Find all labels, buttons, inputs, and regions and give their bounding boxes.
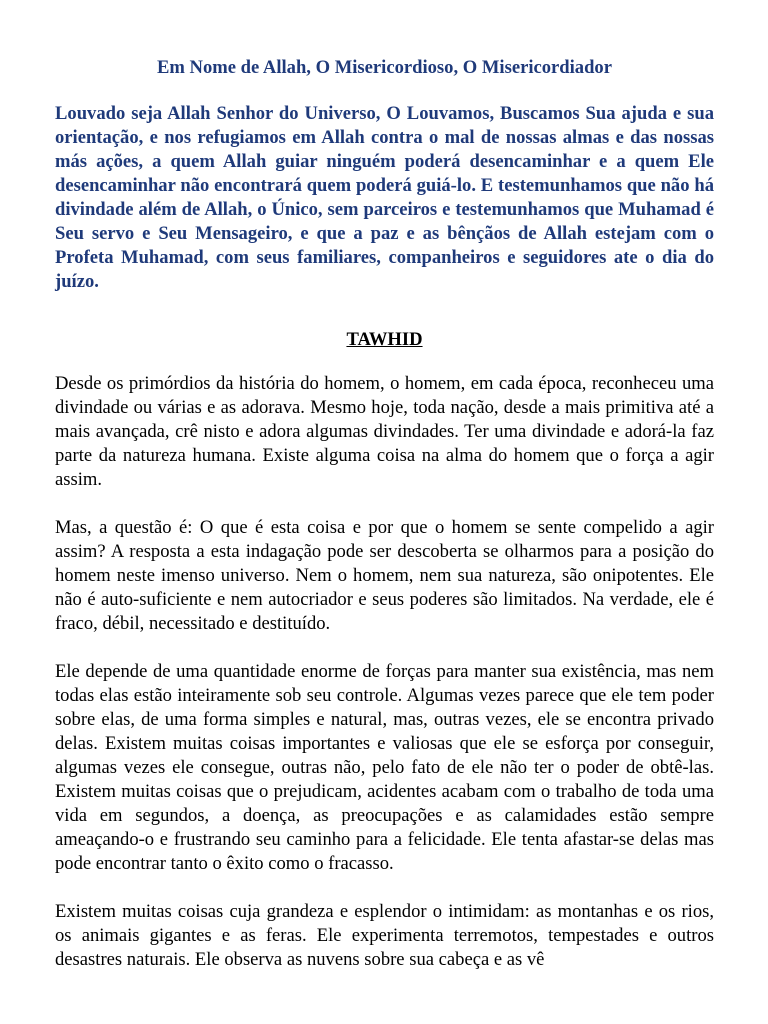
document-heading: Em Nome de Allah, O Misericordioso, O Misericordiador bbox=[157, 57, 612, 78]
body-paragraph: Ele depende de uma quantidade enorme de forças para manter sua existência, mas nem todas elas estão inteiramente sob seu controle. Algumas vezes parece que ele tem poder sobre elas, de uma forma simples e natural, mas, outras vezes, ele se encontra privado delas. Existem muitas coisas importantes e valiosas que ele se esforça por conseguir, algumas vezes ele consegue, outras não, pelo fato de ele não ter o poder de obtê-las. Existem muitas coisas que o prejudicam, acidentes acabam com o trabalho de toda uma vida em segundos, a doença, as preocupações e as calamidades estão sempre ameaçando-o e frustrando seu caminho para a felicidade. Ele tenta afastar-se delas mas pode encontrar tanto o êxito como o fracasso. bbox=[55, 661, 714, 874]
intro-paragraph: Louvado seja Allah Senhor do Universo, O Louvamos, Buscamos Sua ajuda e sua orientação, e nos refugiamos em Allah contra o mal de nossas almas e das nossas más ações, a quem Allah guiar ninguém poderá desencaminhar e a quem Ele desencaminhar não encontrará quem poderá guiá-lo. E testemunhamos que não há divindade além de Allah, o Único, sem parceiros e testemunhamos que Muhamad é Seu servo e Seu Mensageiro, e que a paz e as bênçãos de Allah estejam com o Profeta Muhamad, com seus familiares, companheiros e seguidores ate o dia do juízo. bbox=[55, 103, 714, 292]
section-title: TAWHID bbox=[346, 329, 423, 350]
body-paragraph: Existem muitas coisas cuja grandeza e esplendor o intimidam: as montanhas e os rios, os animais gigantes e as feras. Ele experimenta terremotos, tempestades e outros desastres naturais. Ele observa as nuvens sobre sua cabeça e as vê bbox=[55, 901, 714, 970]
body-paragraph: Mas, a questão é: O que é esta coisa e por que o homem se sente compelido a agir assim? A resposta a esta indagação pode ser descoberta se olharmos para a posição do homem neste imenso universo. Nem o homem, nem sua natureza, são onipotentes. Ele não é auto-suficiente e nem autocriador e seus poderes são limitados. Na verdade, ele é fraco, débil, necessitado e destituído. bbox=[55, 517, 714, 634]
body-paragraph: Desde os primórdios da história do homem, o homem, em cada época, reconheceu uma divindade ou várias e as adorava. Mesmo hoje, toda nação, desde a mais primitiva até a mais avançada, crê nisto e adora algumas divindades. Ter uma divindade e adorá-la faz parte da natureza humana. Existe alguma coisa na alma do homem que o força a agir assim. bbox=[55, 373, 714, 490]
